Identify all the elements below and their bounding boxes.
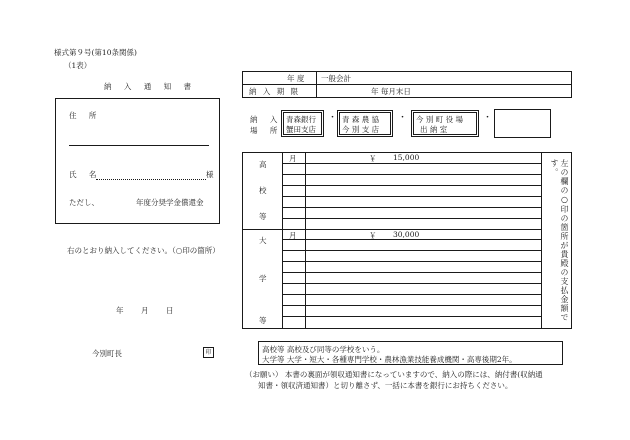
deadline-value: 年 毎月末日	[371, 87, 411, 96]
separator-dot-1: ・	[328, 113, 338, 123]
address-underline	[69, 145, 209, 146]
high-school-amount: 15,000	[393, 153, 420, 162]
document-title: 納 入 通 知 書	[104, 82, 197, 91]
honorific: 様	[206, 170, 214, 179]
form-number: 様式第９号(第10条関係)	[54, 48, 137, 57]
address-label: 住 所	[69, 111, 102, 120]
note-text: 年度分奨学金償還金	[136, 198, 204, 207]
note-prefix: ただし、	[69, 198, 99, 207]
separator-dot-2: ・	[398, 113, 408, 123]
definitions-box	[258, 341, 563, 365]
fiscal-year-label: 年 度	[287, 74, 305, 83]
payment-place-3: 今 別 町 役 場 出 納 室	[411, 110, 479, 137]
payment-place-label-bottom: 場 所	[250, 126, 283, 135]
separator-dot-3: ・	[483, 113, 493, 123]
request-line-2: 知書・領収済通知書）と切り離さず、一括に本書を銀行にお持ちください。	[258, 381, 513, 390]
date-month: 月	[141, 306, 149, 315]
name-underline	[96, 179, 206, 180]
issuer-seal: 印	[203, 347, 214, 358]
schedule-table	[242, 152, 572, 329]
university-label-1: 大	[259, 236, 267, 245]
university-label-2: 学	[259, 274, 267, 283]
high-school-label-3: 等	[259, 212, 267, 221]
issuer-name: 今別町長	[92, 349, 122, 358]
name-label: 氏 名	[69, 170, 102, 179]
instruction-text: 右のとおり納入してください。（○印の箇所）	[67, 246, 220, 255]
payment-place-2: 青 森 農 協 今 別 支 店	[337, 110, 393, 137]
payment-place-1: 青森銀行 蟹田支店	[281, 110, 324, 137]
high-school-label-2: 校	[259, 186, 267, 195]
payment-place-label-top: 納 入	[250, 115, 283, 124]
date-year: 年	[116, 306, 124, 315]
definition-high-school: 高校等 高校及び同等の学校をいう。	[262, 345, 385, 354]
university-currency: ￥	[369, 231, 377, 240]
request-line-1: （お願い） 本書の裏面が領収通知書になっていますので、納入の際には、納付書(収納通	[245, 370, 543, 379]
sheet-label: （1表）	[64, 61, 92, 70]
definition-university: 大学等 大学・短大・各種専門学校・農林漁業技能養成機関・高専後期2年。	[262, 355, 517, 364]
high-school-month-label: 月	[289, 154, 297, 163]
university-label-3: 等	[259, 316, 267, 325]
university-month-label: 月	[289, 231, 297, 240]
university-amount: 30,000	[393, 230, 420, 239]
high-school-currency: ￥	[369, 154, 377, 163]
deadline-label: 納 入 期 限	[249, 87, 301, 96]
payer-box	[55, 98, 220, 224]
date-day: 日	[166, 306, 174, 315]
payment-place-blank	[494, 109, 551, 138]
side-note: 左の欄の○印の箇所が貴殿の支払金額です。	[550, 159, 569, 322]
fiscal-box	[242, 71, 572, 98]
high-school-label-1: 高	[259, 160, 267, 169]
account-label: 一般会計	[321, 74, 351, 83]
